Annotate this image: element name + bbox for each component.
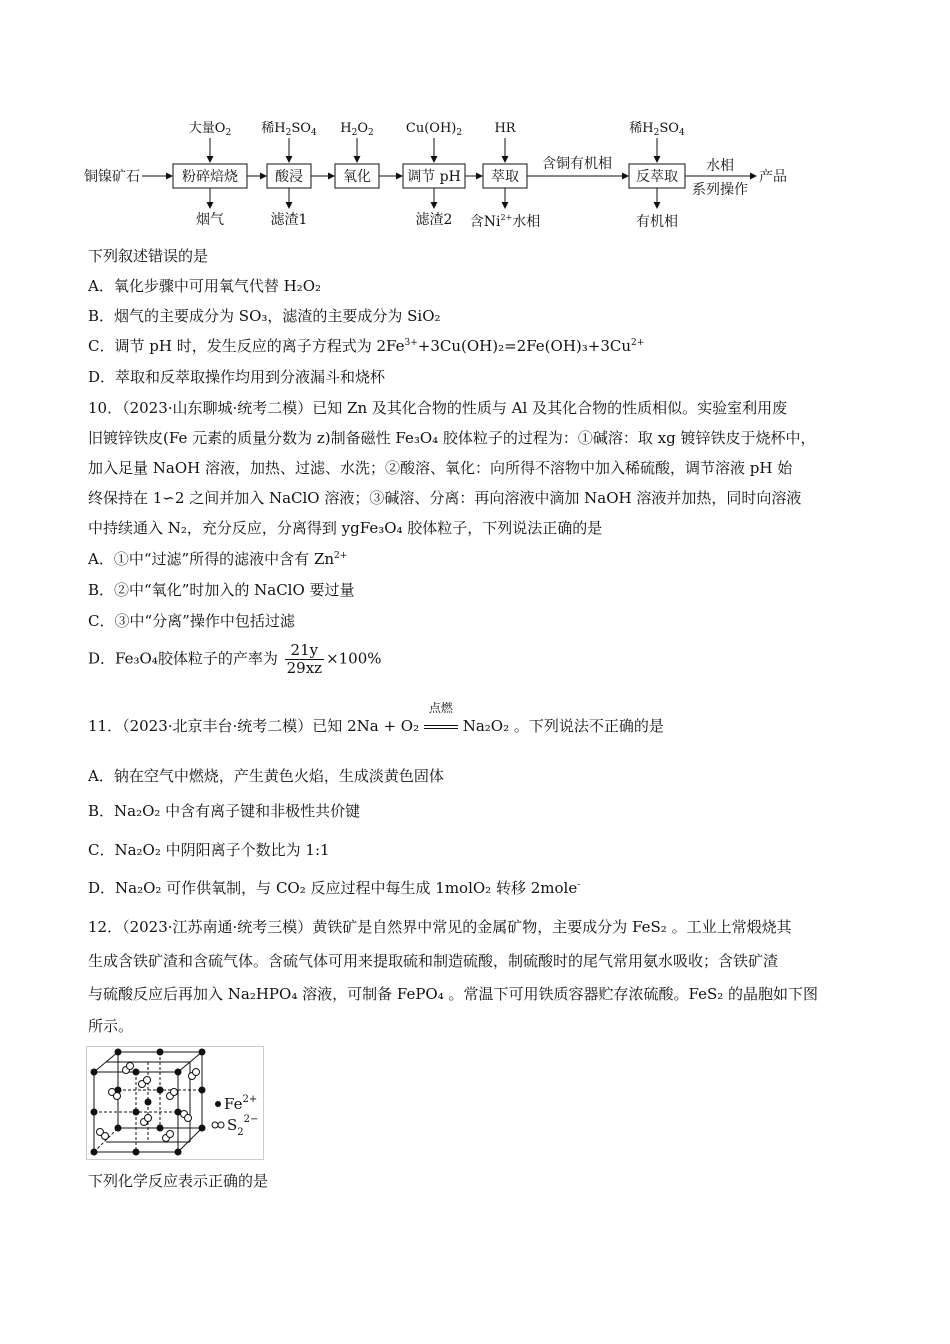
reaction-equation: 2Na + O₂ 点燃 Na₂O₂ — [347, 701, 510, 735]
q11-option-b: B．Na₂O₂ 中含有离子键和非极性共价键 — [88, 802, 361, 820]
flow-input-1: 大量$O_2$ — [188, 121, 232, 138]
legend-fe2: $Fe^{2+}$ — [224, 1094, 258, 1113]
flow-output-4: 含$Ni^{2+}$水相 — [469, 213, 541, 230]
q12-line-3: 与硫酸反应后再加入 Na₂HPO₄ 溶液，可制备 FePO₄ 。常温下可用铁质容器贮存浓硫酸。FeS₂ 的晶胞如下图 — [88, 985, 819, 1003]
flow-final-label-2: 系列操作 — [692, 182, 748, 198]
flow-step-2: 酸浸 — [275, 169, 303, 185]
q10-option-d: D．Fe₃O₄胶体粒子的产率为 $\frac{21y}{29xz}$ ×100% — [88, 641, 382, 677]
q9-option-a: A．氧化步骤中可用氧气代替 H₂O₂ — [88, 277, 322, 295]
legend-s2: $S_2^{2-}$ — [227, 1114, 259, 1138]
flow-input-2: 稀$H_2SO_4$ — [261, 121, 317, 138]
q9-option-d: D．萃取和反萃取操作均用到分液漏斗和烧杯 — [88, 368, 386, 386]
q11-option-d: D．Na₂O₂ 可作供氧制，与 CO₂ 反应过程中每生成 1molO₂ 转移 2mole- — [88, 879, 581, 897]
q10-line-1: 10．（2023·山东聊城·统考二模）已知 Zn 及其化合物的性质与 Al 及其化合物的性质相似。实验室利用废 — [88, 399, 788, 417]
flow-final-label-1: 水相 — [706, 158, 734, 174]
flow-output-1: 烟气 — [196, 212, 224, 228]
flow-step-5: 萃取 — [491, 169, 519, 185]
q10-line-5: 中持续通入 N₂，充分反应，分离得到 ygFe₃O₄ 胶体粒子，下列说法正确的是 — [88, 519, 603, 537]
flow-input-6: 稀$H_2SO_4$ — [629, 121, 685, 138]
flow-step-6: 反萃取 — [636, 169, 678, 185]
q10-line-4: 终保持在 1∽2 之间并加入 NaClO 溶液；③碱溶、分离：再向溶液中滴加 NaOH 溶液并加热，同时向溶液 — [88, 489, 802, 507]
flow-output-2: 滤渣1 — [270, 212, 308, 228]
flow-input-4: $Cu(OH)_2$ — [405, 121, 463, 138]
q9-prompt: 下列叙述错误的是 — [88, 247, 209, 265]
flow-input-3: $H_2O_2$ — [340, 121, 374, 138]
q12-line-2: 生成含铁矿渣和含硫气体。含硫气体可用来提取硫和制造硫酸，制硫酸时的尾气常用氨水吸收；含铁矿渣 — [88, 952, 779, 970]
flow-output-5: 有机相 — [636, 214, 678, 230]
q10-option-a: A．①中“过滤”所得的滤液中含有 $Zn^{2+}$ — [88, 550, 348, 568]
q10-line-2: 旧镀锌铁皮(Fe 元素的质量分数为 z)制备磁性 Fe₃O₄ 胶体粒子的过程为：①碱溶：取 xg 镀锌铁皮于烧杯中， — [88, 429, 816, 447]
flow-output-3: 滤渣2 — [415, 212, 453, 228]
flow-input-5: HR — [494, 121, 516, 136]
process-flowchart — [84, 112, 804, 234]
yield-fraction: $\frac{21y}{29xz}$ — [286, 641, 323, 677]
flow-step-3: 氧化 — [343, 169, 371, 185]
flow-step-4: 调节 pH — [407, 169, 461, 185]
q9-option-c: C．调节 pH 时，发生反应的离子方程式为 $2Fe^{3+}+3Cu(OH)_2=2Fe(OH)_3+3Cu^{2+}$ — [88, 337, 645, 355]
q11-stem: 11．（2023·北京丰台·统考二模）已知 2Na + O₂ 点燃 Na₂O₂ 。下列说法不正确的是 — [88, 701, 664, 735]
flow-start: 铜镍矿石 — [84, 169, 140, 185]
q10-line-3: 加入足量 NaOH 溶液，加热、过滤、水洗；②酸溶、氧化：向所得不溶物中加入稀硫酸，调节溶液 pH 始 — [88, 459, 793, 477]
flow-end: 产品 — [759, 169, 787, 185]
q12-prompt: 下列化学反应表示正确的是 — [88, 1172, 269, 1190]
q12-line-1: 12．（2023·江苏南通·统考三模）黄铁矿是自然界中常见的金属矿物，主要成分为 FeS₂ 。工业上常煅烧其 — [88, 918, 792, 936]
flow-step-1: 粉碎焙烧 — [182, 169, 238, 185]
q11-option-a: A．钠在空气中燃烧，产生黄色火焰，生成淡黄色固体 — [88, 767, 444, 785]
q9-option-b: B．烟气的主要成分为 SO₃，滤渣的主要成分为 SiO₂ — [88, 307, 441, 325]
q12-line-4: 所示。 — [88, 1017, 134, 1035]
flow-mid-label: 含铜有机相 — [542, 156, 612, 172]
q11-option-c: C．Na₂O₂ 中阴阳离子个数比为 1:1 — [88, 841, 330, 859]
fes2-unit-cell-figure — [86, 1046, 264, 1160]
q10-option-c: C．③中“分离”操作中包括过滤 — [88, 612, 295, 630]
q10-option-b: B．②中“氧化”时加入的 NaClO 要过量 — [88, 581, 355, 599]
